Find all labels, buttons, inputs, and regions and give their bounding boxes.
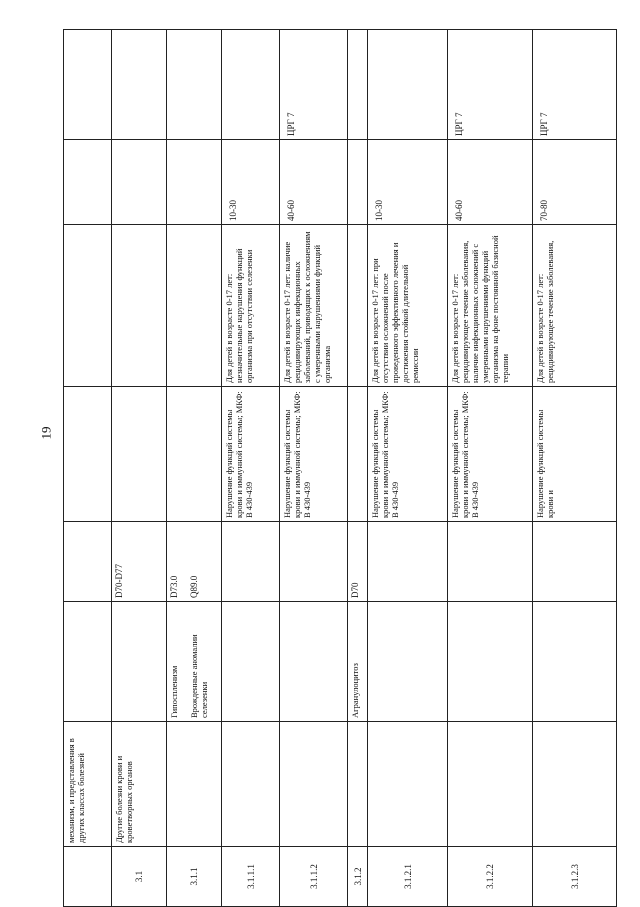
header-fragment-cell: механизм, и представления в других классах болезней bbox=[64, 722, 112, 847]
row-criteria bbox=[112, 225, 167, 387]
row-icd: D70 bbox=[348, 522, 368, 602]
row-criteria: Для детей в возрасте 0-17 лет: рецидивирующее течение заболевания, bbox=[533, 225, 617, 387]
header-empty-cell bbox=[64, 140, 112, 225]
row-percent bbox=[112, 140, 167, 225]
row-group bbox=[112, 30, 167, 140]
row-criteria bbox=[167, 225, 222, 387]
table-row bbox=[533, 30, 617, 907]
row-class bbox=[280, 722, 348, 847]
row-impairment: Нарушение функций системы крови и иммунной системы; МКФ: B 430-439 bbox=[280, 387, 348, 522]
row-code: 3.1.2.1 bbox=[368, 847, 448, 907]
row-disease bbox=[448, 602, 533, 722]
row-disease bbox=[167, 602, 222, 722]
document-sheet bbox=[63, 30, 616, 907]
row-impairment bbox=[167, 387, 222, 522]
row-class bbox=[533, 722, 617, 847]
row-code: 3.1.1 bbox=[167, 847, 222, 907]
row-group bbox=[222, 30, 280, 140]
row-disease bbox=[368, 602, 448, 722]
row-class bbox=[167, 722, 222, 847]
row-group bbox=[348, 30, 368, 140]
row-icd bbox=[368, 522, 448, 602]
row-percent bbox=[348, 140, 368, 225]
table-row bbox=[167, 30, 222, 907]
icd-code-2: Q89.0 bbox=[189, 575, 199, 598]
row-class bbox=[448, 722, 533, 847]
row-criteria: Для детей в возрасте 0-17 лет: рецидивирующее течение заболевания, наличие инфекционных осложнений с умеренными нарушениями функций организма на фоне постоянной базисной терапии bbox=[448, 225, 533, 387]
row-code: 3.1.2.2 bbox=[448, 847, 533, 907]
row-icd bbox=[448, 522, 533, 602]
icd-code: D73.0 bbox=[169, 575, 179, 598]
row-percent: 10-30 bbox=[222, 140, 280, 225]
disease-name-2: Врожденные аномалии селезенки bbox=[189, 634, 209, 718]
row-icd bbox=[167, 522, 222, 602]
row-icd bbox=[280, 522, 348, 602]
rotated-table-wrapper bbox=[63, 30, 616, 907]
row-disease: Агранулоцитоз bbox=[348, 602, 368, 722]
row-disease bbox=[533, 602, 617, 722]
row-group bbox=[368, 30, 448, 140]
disease-name: Гипоспленизм bbox=[169, 665, 179, 718]
row-impairment: Нарушение функций системы крови и иммунной системы; МКФ: B 430-439 bbox=[222, 387, 280, 522]
row-class bbox=[222, 722, 280, 847]
row-disease bbox=[112, 602, 167, 722]
row-criteria: Для детей в возрасте 0-17 лет: при отсутствии осложнений после проведенного эффективного лечения и достижения стойкой длительной ремиссии bbox=[368, 225, 448, 387]
table-row bbox=[448, 30, 533, 907]
page-number bbox=[0, 425, 54, 445]
row-criteria: Для детей в возрасте 0-17 лет: незначительные нарушения функций организма при отсутствии селезенки bbox=[222, 225, 280, 387]
table-row bbox=[280, 30, 348, 907]
row-icd: D70-D77 bbox=[112, 522, 167, 602]
table-row-header-fragment bbox=[64, 30, 112, 907]
row-impairment bbox=[112, 387, 167, 522]
row-group bbox=[167, 30, 222, 140]
row-icd bbox=[533, 522, 617, 602]
row-code: 3.1.1.1 bbox=[222, 847, 280, 907]
row-disease bbox=[280, 602, 348, 722]
row-group: ЦРГ 7 bbox=[448, 30, 533, 140]
row-impairment: Нарушение функций системы крови и иммунной системы; МКФ: B 430-439 bbox=[448, 387, 533, 522]
row-code: 3.1 bbox=[112, 847, 167, 907]
header-empty-cell bbox=[64, 522, 112, 602]
row-code: 3.1.2.3 bbox=[533, 847, 617, 907]
header-empty-cell bbox=[64, 602, 112, 722]
row-criteria bbox=[348, 225, 368, 387]
row-class bbox=[368, 722, 448, 847]
page-number-text: 19 bbox=[38, 426, 54, 440]
row-class: Другие болезни крови и кроветворных органов bbox=[112, 722, 167, 847]
row-percent: 40-60 bbox=[280, 140, 348, 225]
row-percent bbox=[167, 140, 222, 225]
table-row bbox=[368, 30, 448, 907]
row-class bbox=[348, 722, 368, 847]
row-criteria: Для детей в возрасте 0-17 лет: наличие рецидивирующих инфекционных заболеваний, приводящих к осложнениям с умеренными нарушениями функций организма bbox=[280, 225, 348, 387]
row-disease bbox=[222, 602, 280, 722]
row-impairment: Нарушение функций системы крови и иммунной системы; МКФ: B 430-439 bbox=[368, 387, 448, 522]
row-code: 3.1.2 bbox=[348, 847, 368, 907]
table-row bbox=[112, 30, 167, 907]
header-empty-cell bbox=[64, 387, 112, 522]
row-impairment bbox=[348, 387, 368, 522]
row-code: 3.1.1.2 bbox=[280, 847, 348, 907]
row-percent: 40-60 bbox=[448, 140, 533, 225]
row-icd bbox=[222, 522, 280, 602]
header-code-cell bbox=[64, 847, 112, 907]
row-group: ЦРГ 7 bbox=[280, 30, 348, 140]
header-empty-cell bbox=[64, 225, 112, 387]
disability-criteria-table bbox=[63, 29, 617, 907]
table-row bbox=[222, 30, 280, 907]
row-impairment: Нарушение функций системы крови и bbox=[533, 387, 617, 522]
row-percent: 70-80 bbox=[533, 140, 617, 225]
row-group: ЦРГ 7 bbox=[533, 30, 617, 140]
table-row bbox=[348, 30, 368, 907]
header-empty-cell bbox=[64, 30, 112, 140]
row-percent: 10-30 bbox=[368, 140, 448, 225]
